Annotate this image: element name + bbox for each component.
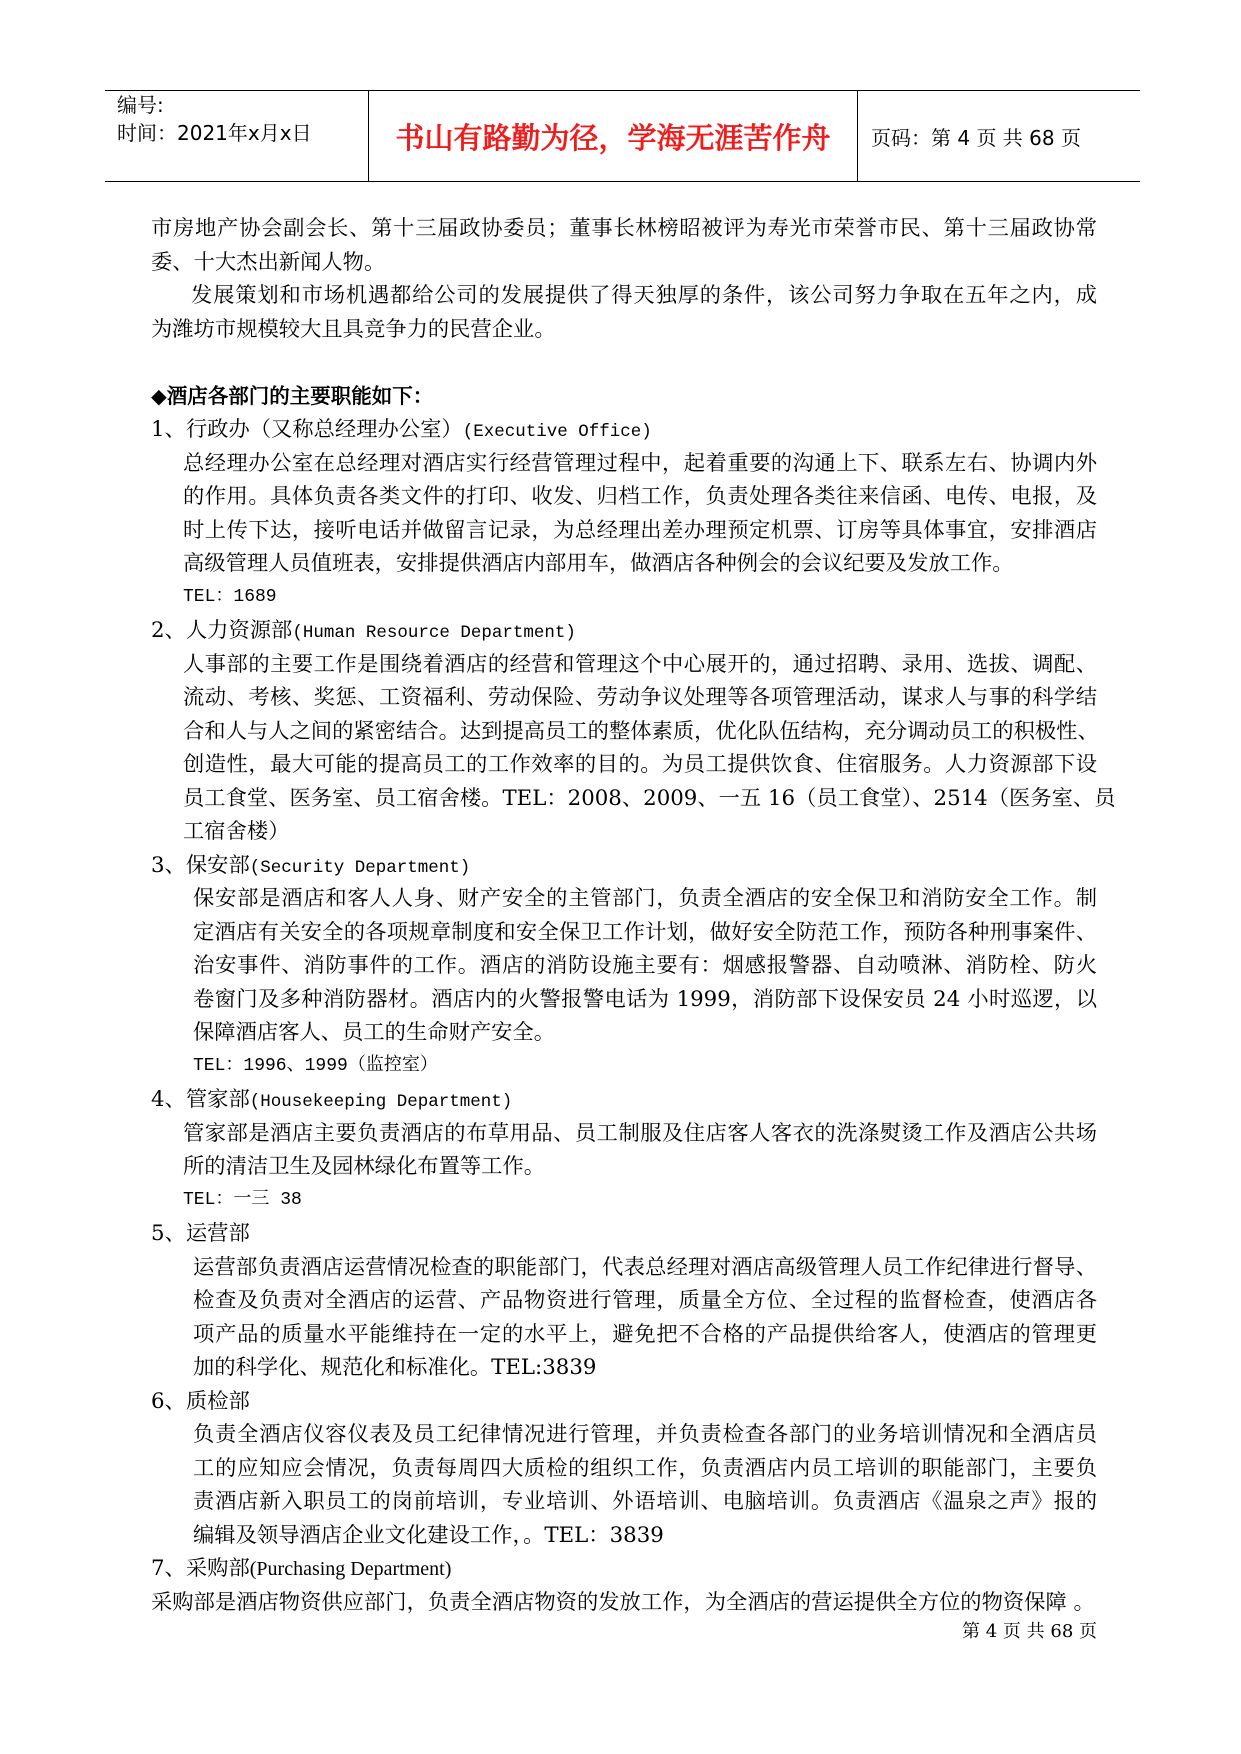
department-title (151, 1217, 1097, 1251)
department-description-line: 负责全酒店仪容仪表及员工纪律情况进行管理，并负责检查各部门的业务培训情况和全酒店员 (193, 1422, 1097, 1447)
department-name: 7、采购部 (151, 1556, 250, 1581)
department-english-name: (Security Department) (249, 857, 471, 878)
intro-paragraph (0, 279, 1241, 346)
department-description-line: 工的应知应会情况，负责每周四大质检的组织工作，负责酒店内员工培训的职能部门，主要负 (193, 1455, 1097, 1481)
department-description-line: 管家部是酒店主要负责酒店的布草用品、员工制服及住店客人客衣的洗涤熨烫工作及酒店公共场 (183, 1120, 1097, 1146)
department-description-line: 创造性，最大可能的提高员工的工作效率的目的。为员工提供饮食、住宿服务。人力资源部下设 (183, 752, 1097, 777)
department-name: 2、人力资源部 (151, 618, 293, 643)
department-description-line: 合和人与人之间的紧密结合。达到提高员工的整体素质，优化队伍结构，充分调动员工的积极性、 (183, 718, 1099, 744)
department-name: 4、管家部 (151, 1087, 250, 1112)
department-title (151, 1385, 1097, 1419)
paragraph-line: 发展策划和市场机遇都给公司的发展提供了得天独厚的条件，该公司努力争取在五年之内，成 (191, 283, 1097, 308)
department-description-line: 工宿舍楼） (183, 819, 290, 844)
department-description-line: 的作用。具体负责各类文件的打印、收发、归档工作，负责处理各类往来信函、电传、电报，及 (183, 484, 1097, 509)
blank-line (0, 346, 1241, 380)
department-english-name: (Human Resource Department) (292, 623, 576, 643)
department-description-line: 项产品的质量水平能维持在一定的水平上，避免把不合格的产品提供给客人，使酒店的管理更 (193, 1321, 1097, 1347)
page-header-table (105, 90, 1140, 182)
department-description-line: 治安事件、消防事件的工作。酒店的消防设施主要有：烟感报警器、自动喷淋、消防栓、防火 (193, 953, 1097, 978)
header-page-info: 页码：第 4 页 共 68 页 (871, 125, 1081, 150)
document-number-label: 编号: (117, 93, 164, 117)
header-motto-cell (369, 91, 858, 181)
department-name: 6、质检部 (151, 1388, 250, 1414)
department-description-line: 高级管理人员值班表，安排提供酒店内部用车，做酒店各种例会的会议纪要及发放工作。 (183, 551, 1014, 576)
department-description-line: 加的科学化、规范化和标准化。TEL:3839 (193, 1355, 597, 1380)
department-name: 1、行政办（又称总经理办公室） (151, 417, 463, 442)
department-description-line: 运营部负责酒店运营情况检查的职能部门，代表总经理对酒店高级管理人员工作纪律进行督导、 (193, 1254, 1097, 1280)
department-description-line: 员工食堂、医务室、员工宿舍楼。TEL：2008、2009、一五 16（员工食堂）、2514（医务室、员 (183, 785, 1116, 811)
header-meta-cell (105, 91, 369, 181)
department-item (0, 1385, 1241, 1553)
paragraph-line: 委、十大杰出新闻人物。 (151, 249, 386, 275)
department-title (151, 1552, 1097, 1586)
intro-paragraph (0, 212, 1241, 279)
department-title (151, 849, 1097, 883)
department-description-line: 责酒店新入职员工的岗前培训，专业培训、外语培训、电脑培训。负责酒店《温泉之声》报的 (193, 1489, 1097, 1514)
department-title (151, 413, 1097, 447)
department-description-line: 人事部的主要工作是围绕着酒店的经营和管理这个中心展开的，通过招聘、录用、选拔、调配、 (183, 651, 1097, 677)
department-item (0, 614, 1241, 849)
department-item (0, 1083, 1241, 1217)
department-english-name: (Purchasing Department) (249, 1558, 452, 1580)
department-description-line: 编辑及领导酒店企业文化建设工作，。TEL：3839 (193, 1522, 664, 1548)
department-item (0, 1552, 1241, 1619)
section-heading: ◆酒店各部门的主要职能如下： (151, 383, 434, 408)
department-tel: TEL：1996、1999（监控室） (193, 1055, 438, 1076)
department-description-line: 总经理办公室在总经理对酒店实行经营管理过程中，起着重要的沟通上下、联系左右、协调内外 (183, 450, 1097, 476)
document-time-label: 时间：2021年x月x日 (117, 121, 312, 145)
page-footer: 第 4 页 共 68 页 (962, 1621, 1097, 1642)
department-name: 5、运营部 (151, 1221, 250, 1246)
header-page-cell (858, 91, 1140, 181)
department-tel: TEL：一三 38 (183, 1189, 302, 1210)
department-description-line: 采购部是酒店物资供应部门，负责全酒店物资的发放工作，为全酒店的营运提供全方位的物资保障 。 (151, 1589, 1095, 1615)
department-description-line: 流动、考核、奖惩、工资福利、劳动保险、劳动争议处理等各项管理活动，谋求人与事的科学结 (183, 685, 1097, 710)
paragraph-line: 市房地产协会副会长、第十三届政协委员；董事长林榜昭被评为寿光市荣誉市民、第十三届政协常 (151, 216, 1097, 241)
department-description-line: 定酒店有关安全的各项规章制度和安全保卫工作计划，做好安全防范工作，预防各种刑事案件、 (193, 919, 1097, 945)
department-name: 3、保安部 (151, 852, 250, 878)
paragraph-line: 为潍坊市规模较大且具竞争力的民营企业。 (151, 316, 556, 342)
department-item (0, 849, 1241, 1084)
motto-text: 书山有路勤为径，学海无涯苦作舟 (395, 120, 831, 155)
department-description-line: 保安部是酒店和客人人身、财产安全的主管部门，负责全酒店的安全保卫和消防安全工作。制 (193, 886, 1097, 911)
department-description-line: 卷窗门及多种消防器材。酒店内的火警报警电话为 1999，消防部下设保安员 24 小时巡逻，以 (193, 986, 1097, 1012)
department-tel: TEL：1689 (183, 586, 277, 607)
department-description-line: 所的清洁卫生及园林绿化布置等工作。 (183, 1154, 546, 1179)
department-description-line: 保障酒店客人、员工的生命财产安全。 (193, 1020, 556, 1045)
department-title (151, 1083, 1097, 1117)
department-description-line: 时上传下达，接听电话并做留言记录，为总经理出差办理预定机票、订房等具体事宜，安排酒店 (183, 517, 1097, 543)
department-english-name: (Housekeeping Department) (249, 1092, 513, 1112)
department-english-name: (Executive Office) (462, 422, 652, 442)
department-item (0, 413, 1241, 614)
department-item (0, 1217, 1241, 1385)
department-title (151, 614, 1097, 648)
department-description-line: 检查及负责对全酒店的运营、产品物资进行管理，质量全方位、全过程的监督检查，使酒店各 (193, 1288, 1097, 1313)
document-body (0, 212, 1241, 1619)
